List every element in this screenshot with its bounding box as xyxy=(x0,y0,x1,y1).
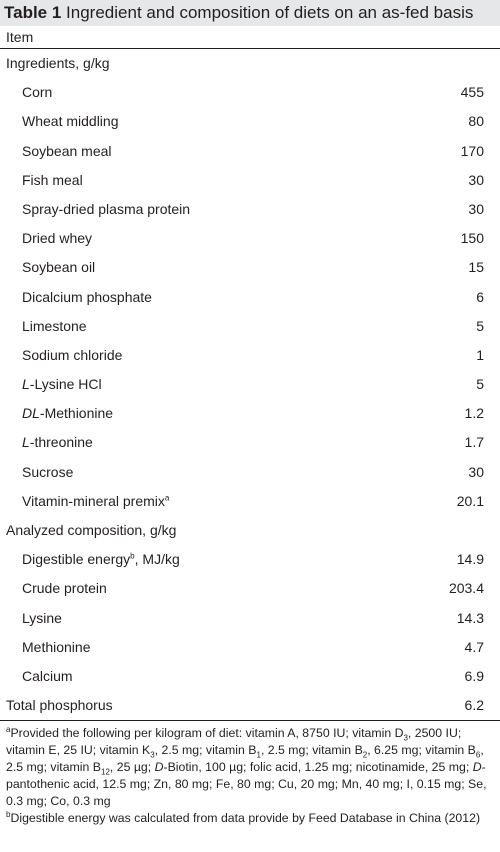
footnote-marker: b xyxy=(130,551,135,561)
row-label-text: Fish meal xyxy=(22,171,83,188)
row-value: 14.3 xyxy=(456,609,484,626)
row-label xyxy=(22,487,169,516)
row-value: 80 xyxy=(468,113,484,130)
table-row xyxy=(0,399,500,428)
table-row xyxy=(0,195,500,224)
row-value: 30 xyxy=(468,200,484,217)
row-label xyxy=(22,604,62,633)
table-caption: Ingredient and composition of diets on an as-fed basis xyxy=(61,3,474,22)
row-value: 6.2 xyxy=(464,697,484,714)
footnote-text: Digestible energy was calculated from data provide by Feed Database in China (2012) xyxy=(10,811,481,826)
row-label-prefix: DL xyxy=(22,405,40,422)
table-number: Table 1 xyxy=(4,3,62,22)
row-label xyxy=(22,224,92,253)
row-label xyxy=(22,458,73,487)
section-composition xyxy=(0,516,500,545)
row-value: 1.7 xyxy=(464,434,484,451)
row-label-text: Corn xyxy=(22,84,53,101)
composition-rows xyxy=(0,545,500,691)
row-label-text: -threonine xyxy=(29,434,93,451)
row-label-text: Dicalcium phosphate xyxy=(22,288,152,305)
footnote-b xyxy=(6,810,494,827)
footnote-marker: b xyxy=(6,810,11,820)
row-label-text: Soybean meal xyxy=(22,142,112,159)
table-row xyxy=(0,166,500,195)
row-value: 20.1 xyxy=(456,492,484,509)
table-row xyxy=(0,370,500,399)
table-row xyxy=(0,633,500,662)
table-row xyxy=(0,662,500,691)
row-value: 6.9 xyxy=(464,667,484,684)
row-label-text: Sucrose xyxy=(22,463,74,480)
section-ingredients xyxy=(0,49,500,78)
section-label: Ingredients, g/kg xyxy=(6,55,110,71)
row-label-prefix: L xyxy=(22,376,30,393)
row-value: 203.4 xyxy=(448,580,484,597)
table-row xyxy=(0,137,500,166)
row-value: 5 xyxy=(476,317,484,334)
footnote-marker: a xyxy=(6,725,11,735)
row-label: Total phosphorus xyxy=(6,697,113,714)
row-label-text: Limestone xyxy=(22,317,87,334)
column-header-item: Item xyxy=(0,26,500,49)
footnote-a xyxy=(6,725,494,810)
section-label: Analyzed composition, g/kg xyxy=(6,522,177,538)
row-value: 1 xyxy=(476,346,484,363)
row-label xyxy=(22,428,93,457)
row-label xyxy=(22,545,180,574)
row-label-text: Spray-dried plasma protein xyxy=(22,200,191,217)
table-row xyxy=(0,224,500,253)
row-value: 30 xyxy=(468,171,484,188)
row-label xyxy=(22,78,52,107)
row-label-text: Crude protein xyxy=(22,580,107,597)
table-row xyxy=(0,487,500,516)
row-label-text: Vitamin-mineral premix xyxy=(22,492,165,509)
table-row xyxy=(0,253,500,282)
footnote-text: Provided the following per kilogram of diet: vitamin A, 8750 IU; vitamin $D_3$, 2500 IU; vitamin E, 25 IU; vitamin $K_3$, 2.5 mg; vitamin $B_1$, 2.5 mg; vitamin $B_2$, 6.25 mg; vitamin $B_6$, 2.5 mg; vitamin $B_{12}$, 25 µg; D-Biotin, 100 µg; folic acid, 1.25 mg; nicotinamide, 25 mg; D-pantothenic acid, 12.5 mg; Zn, 80 mg; Fe, 80 mg; Cu, 20 mg; Mn, 40 mg; I, 0.15 mg; Se, 0.3 mg; Co, 0.3 mg xyxy=(6,726,487,809)
table-row xyxy=(0,458,500,487)
row-label xyxy=(22,137,112,166)
table-row xyxy=(0,545,500,574)
footnote-marker: a xyxy=(164,493,170,503)
table-row xyxy=(0,107,500,136)
row-label-text: Methionine xyxy=(22,638,91,655)
row-label xyxy=(22,370,102,399)
row-label-unit: , MJ/kg xyxy=(134,551,180,568)
table-row xyxy=(0,283,500,312)
row-value: 5 xyxy=(476,376,484,393)
row-label xyxy=(22,633,91,662)
table-row xyxy=(0,604,500,633)
row-label xyxy=(22,662,73,691)
row-label-text: Lysine xyxy=(22,609,62,626)
row-label-text: Soybean oil xyxy=(22,259,96,276)
ingredient-rows xyxy=(0,78,500,516)
row-value: 170 xyxy=(460,142,484,159)
table-row xyxy=(0,312,500,341)
row-value: 1.2 xyxy=(464,405,484,422)
row-label xyxy=(22,195,190,224)
row-label xyxy=(22,283,152,312)
table-row xyxy=(0,574,500,603)
footnotes xyxy=(0,721,500,827)
row-value: 4.7 xyxy=(464,638,484,655)
row-value: 455 xyxy=(460,84,484,101)
row-label xyxy=(22,107,119,136)
row-value: 14.9 xyxy=(456,551,484,568)
row-value: 150 xyxy=(460,230,484,247)
row-label xyxy=(22,574,107,603)
row-label-text: Sodium chloride xyxy=(22,346,123,363)
table-row xyxy=(0,428,500,457)
row-label xyxy=(22,166,83,195)
table-row xyxy=(0,341,500,370)
row-label xyxy=(22,312,87,341)
row-label-text: -Methionine xyxy=(39,405,114,422)
row-label-text: Calcium xyxy=(22,667,73,684)
row-value: 6 xyxy=(476,288,484,305)
table-row xyxy=(0,78,500,107)
row-label-text: Dried whey xyxy=(22,230,93,247)
total-phosphorus-row xyxy=(0,691,500,721)
row-label-prefix: L xyxy=(22,434,30,451)
row-value: 30 xyxy=(468,463,484,480)
row-label xyxy=(22,341,122,370)
table-title xyxy=(0,0,500,26)
row-label-text: Wheat middling xyxy=(22,113,119,130)
row-label-text: -Lysine HCl xyxy=(29,376,102,393)
row-label xyxy=(22,399,113,428)
row-value: 15 xyxy=(468,259,484,276)
row-label-text: Digestible energy xyxy=(22,551,131,568)
row-label xyxy=(22,253,95,282)
